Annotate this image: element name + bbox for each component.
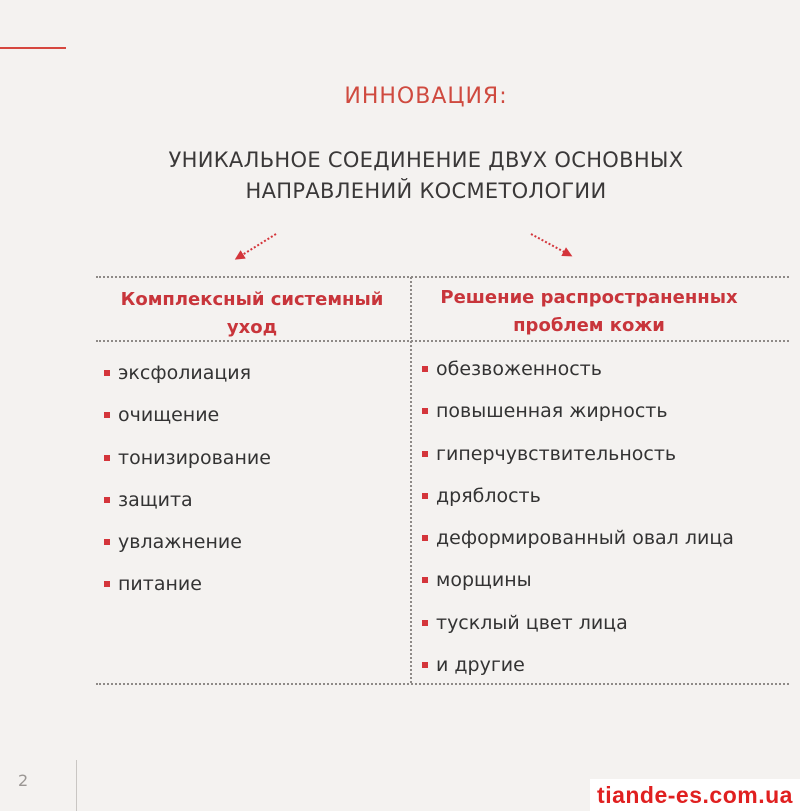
list-item-label: повышенная жирность	[436, 400, 668, 423]
list-item-label: и другие	[436, 654, 525, 677]
bullet-icon	[104, 412, 110, 418]
table-top-divider	[96, 276, 789, 278]
site-watermark: tiande-es.com.ua	[590, 779, 800, 811]
table-bottom-divider	[96, 683, 789, 685]
left-column-title	[96, 286, 408, 342]
subtitle-line: УНИКАЛЬНОЕ СОЕДИНЕНИЕ ДВУХ ОСНОВНЫХ	[168, 148, 684, 172]
list-item-label: тусклый цвет лица	[436, 611, 628, 634]
left-column-title-line: уход	[226, 317, 278, 338]
right-column-title	[414, 284, 764, 340]
list-item-label: защита	[118, 488, 193, 511]
list-item-label: дряблость	[436, 484, 541, 507]
column-divider	[410, 277, 412, 683]
list-item-label: деформированный овал лица	[436, 527, 734, 550]
bullet-icon	[422, 620, 428, 626]
list-item-label: увлажнение	[118, 531, 242, 554]
bullet-icon	[422, 577, 428, 583]
subtitle-line: НАПРАВЛЕНИЙ КОСМЕТОЛОГИИ	[245, 179, 607, 203]
list-item-label: питание	[118, 573, 202, 596]
bullet-icon	[104, 497, 110, 503]
section-title: ИННОВАЦИЯ:	[344, 84, 508, 109]
bullet-icon	[422, 408, 428, 414]
list-item-label: очищение	[118, 404, 220, 427]
list-item-label: тонизирование	[118, 446, 271, 469]
bullet-icon	[422, 535, 428, 541]
arrow-right-icon	[531, 234, 568, 254]
list-item-label: морщины	[436, 569, 532, 592]
right-column-title-line: Решение распространенных	[440, 287, 738, 308]
bullet-icon	[104, 370, 110, 376]
bullet-icon	[104, 581, 110, 587]
bullet-icon	[104, 539, 110, 545]
footer-divider	[76, 760, 77, 811]
bullet-icon	[422, 493, 428, 499]
list-item-label: обезвоженность	[436, 358, 602, 380]
list-item-label: гиперчувствительность	[436, 442, 677, 465]
bullet-icon	[422, 451, 428, 457]
page-number: 2	[18, 771, 29, 790]
left-column-title-line: Комплексный системный	[120, 289, 384, 310]
bullet-icon	[422, 366, 428, 372]
list-item-label: эксфолиация	[118, 362, 252, 384]
bullet-icon	[422, 662, 428, 668]
right-column-title-line: проблем кожи	[513, 315, 665, 336]
bullet-icon	[104, 455, 110, 461]
arrow-left-icon	[239, 234, 276, 257]
